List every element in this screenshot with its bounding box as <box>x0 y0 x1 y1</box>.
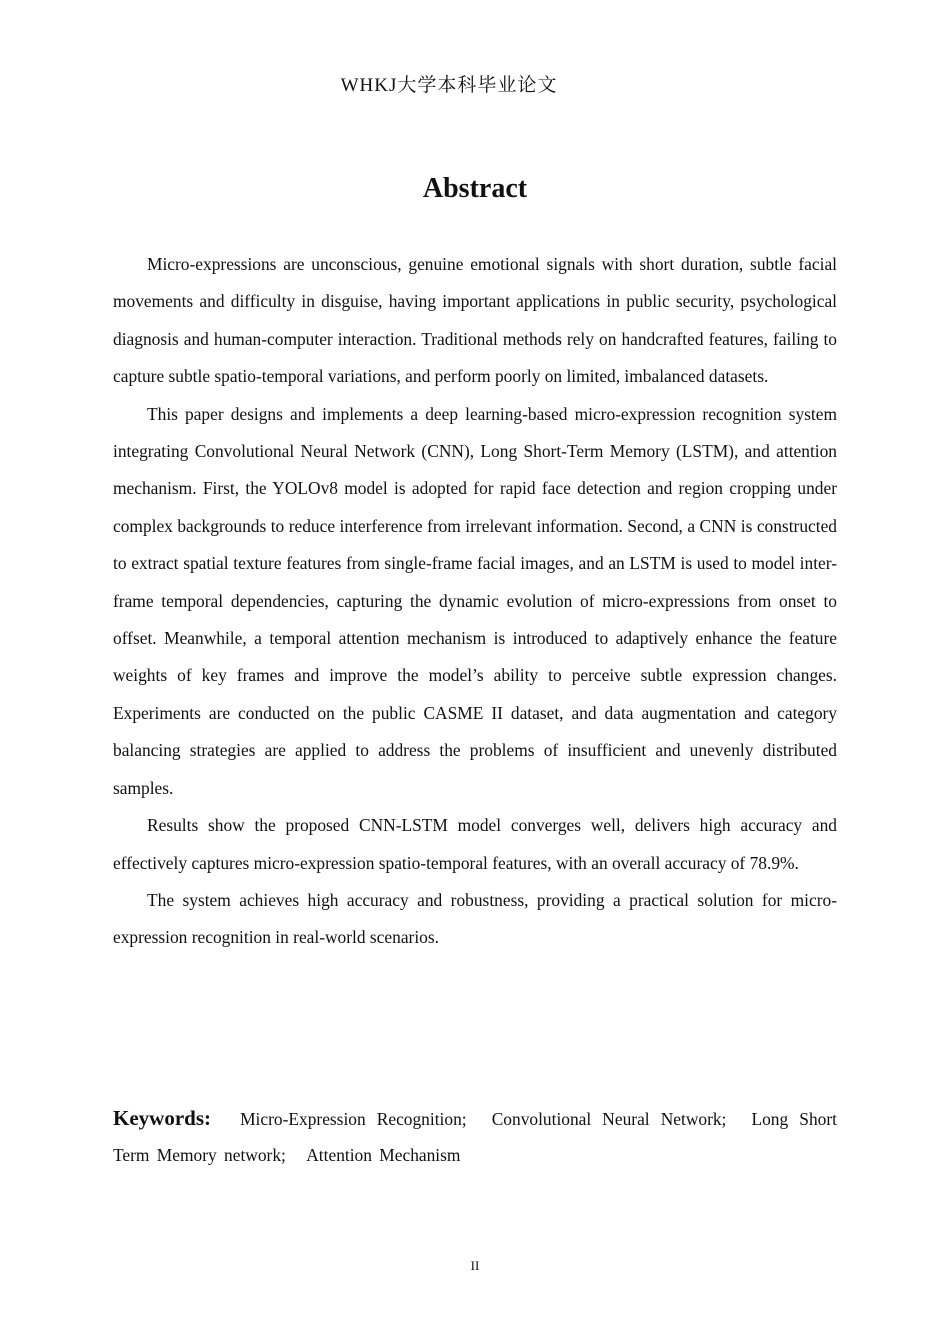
running-header: WHKJ大学本科毕业论文 <box>340 75 558 96</box>
page-number: II <box>470 1258 480 1273</box>
abstract-paragraph-4: The system achieves high accuracy and robustness, providing a practical solution for micro-expression recognition in real-world scenarios. <box>113 889 837 948</box>
abstract-paragraph-2: This paper designs and implements a deep learning-based micro-expression recognition system integrating Convolutional Neural Network (CNN), Long Short-Term Memory (LSTM), and attention mechanism. First, the YOLOv8 model is adopted for rapid face detection and region cropping under complex backgrounds to reduce interference from irrelevant information. Second, a CNN is constructed to extract spatial texture features from single-frame facial images, and an LSTM is used to model inter-frame temporal dependencies, capturing the dynamic evolution of micro-expressions from onset to offset. Meanwhile, a temporal attention mechanism is introduced to adaptively enhance the feature weights of key frames and improve the model’s ability to perceive subtle expression changes. Experiments are conducted on the public CASME II dataset, and data augmentation and category balancing strategies are applied to address the problems of insufficient and unevenly distributed samples. <box>113 403 837 798</box>
keyword-item: Long Short Term Memory network; <box>113 1109 837 1165</box>
abstract-paragraph-3: Results show the proposed CNN-LSTM model converges well, delivers high accuracy and effectively captures micro-expression spatio-temporal features, with an overall accuracy of 78.9%. <box>113 815 837 873</box>
keyword-item: Micro-Expression Recognition; <box>240 1109 467 1129</box>
keywords-block <box>113 1100 837 1173</box>
keywords-label: Keywords: <box>113 1106 211 1130</box>
keyword-item: Convolutional Neural Network; <box>491 1109 727 1129</box>
abstract-title: Abstract <box>422 173 528 204</box>
abstract-paragraph-1: Micro-expressions are unconscious, genuine emotional signals with short duration, subtle facial movements and difficulty in disguise, having important applications in public security, psychological diagnosis and human-computer interaction. Traditional methods rely on handcrafted features, failing to capture subtle spatio-temporal variations, and perform poorly on limited, imbalanced datasets. <box>113 254 837 387</box>
keyword-item: Attention Mechanism <box>306 1145 461 1165</box>
abstract-body <box>113 246 837 957</box>
